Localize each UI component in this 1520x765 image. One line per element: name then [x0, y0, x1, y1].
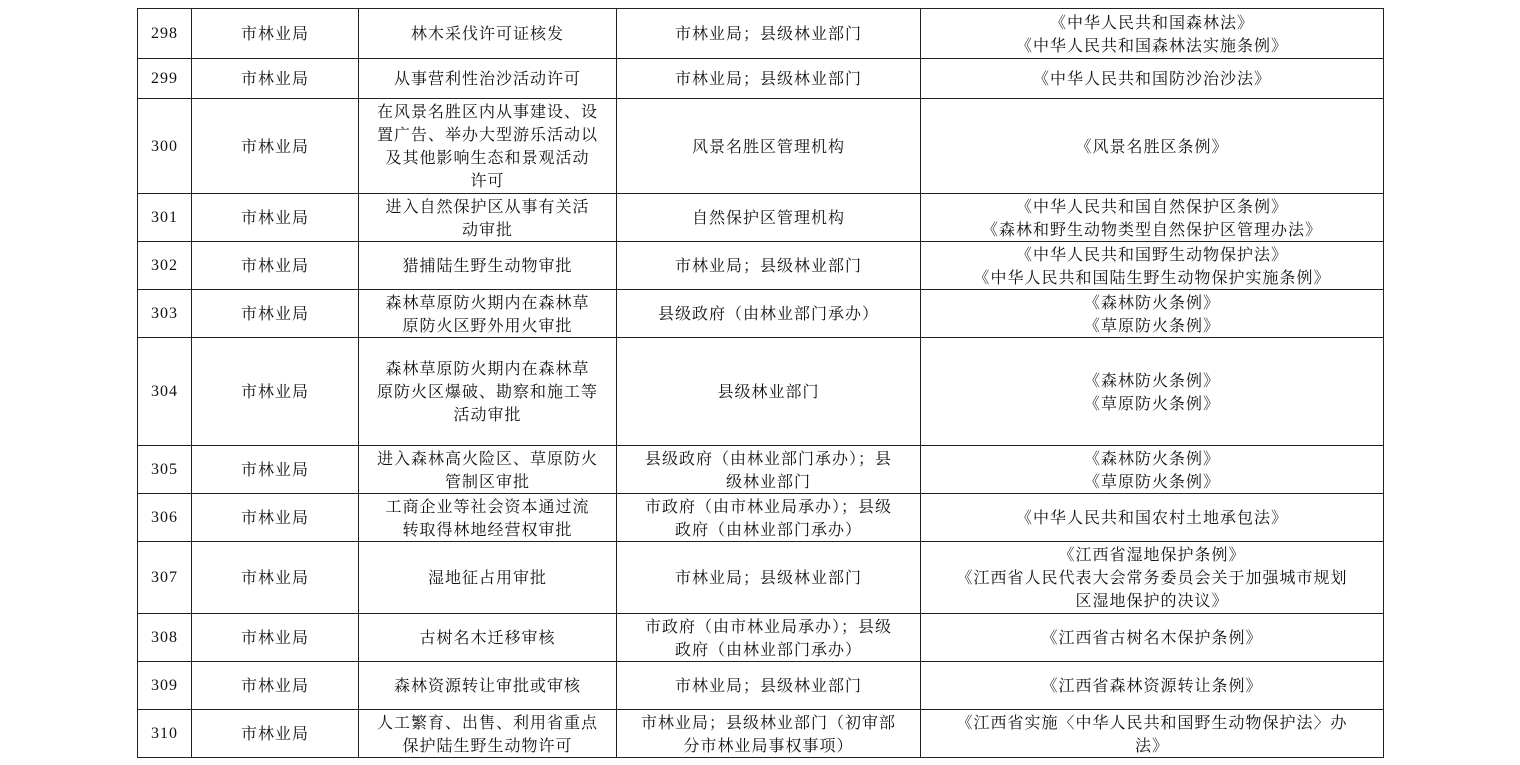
department-cell: 市林业局 [192, 446, 359, 494]
department-cell: 市林业局 [192, 614, 359, 662]
item-line: 森林资源转让审批或审核 [393, 676, 581, 695]
legal-basis-line: 《中华人民共和国自然保护区条例》 [1015, 196, 1288, 216]
item-line: 管制区审批 [444, 471, 530, 491]
implementing-org-cell [617, 99, 921, 194]
item-cell [359, 242, 617, 290]
implementing-org-line: 市林业局；县级林业部门（初审部 [640, 712, 896, 732]
implementing-org-line: 县级政府（由林业部门承办）；县 [644, 448, 892, 468]
item-cell [359, 99, 617, 194]
item-cell [359, 59, 617, 99]
table-row [138, 194, 1384, 242]
item-line: 古树名木迁移审核 [419, 628, 556, 647]
item-line: 及其他影响生态和景观活动 [385, 148, 590, 167]
legal-basis-line: 《江西省森林资源转让条例》 [1041, 676, 1263, 695]
implementing-org-line: 市林业局；县级林业部门 [674, 568, 862, 587]
implementing-org-line: 政府（由林业部门承办） [674, 519, 862, 539]
legal-basis-line: 《草原防火条例》 [1083, 471, 1220, 491]
implementing-org-line: 市政府（由市林业局承办）；县级 [644, 496, 892, 516]
row-number: 309 [138, 662, 192, 710]
implementing-org-line: 风景名胜区管理机构 [691, 136, 845, 156]
department-cell: 市林业局 [192, 662, 359, 710]
implementing-org-line: 政府（由林业部门承办） [674, 639, 862, 659]
department-cell: 市林业局 [192, 542, 359, 614]
row-number: 303 [138, 290, 192, 338]
legal-basis-line: 区湿地保护的决议》 [1075, 591, 1229, 610]
table-row [138, 9, 1384, 59]
row-number: 298 [138, 9, 192, 59]
table-body [138, 9, 1384, 758]
item-line: 人工繁育、出售、利用省重点 [376, 712, 598, 732]
table-row [138, 494, 1384, 542]
row-number: 307 [138, 542, 192, 614]
implementing-org-cell [617, 446, 921, 494]
table-row [138, 542, 1384, 614]
row-number: 300 [138, 99, 192, 194]
implementing-org-line: 市林业局；县级林业部门 [674, 24, 862, 43]
row-number: 305 [138, 446, 192, 494]
legal-basis-line: 法》 [1134, 735, 1169, 755]
item-line: 原防火区爆破、勘察和施工等 [376, 382, 598, 401]
row-number: 308 [138, 614, 192, 662]
item-line: 湿地征占用审批 [427, 568, 547, 587]
department-cell: 市林业局 [192, 9, 359, 59]
implementing-org-line: 县级政府（由林业部门承办） [657, 304, 879, 323]
item-cell [359, 194, 617, 242]
item-line: 猎捕陆生野生动物审批 [402, 256, 573, 275]
department-cell: 市林业局 [192, 242, 359, 290]
implementing-org-line: 市林业局；县级林业部门 [674, 69, 862, 88]
table-row [138, 242, 1384, 290]
legal-basis-line: 《森林防火条例》 [1083, 370, 1220, 390]
item-cell [359, 290, 617, 338]
legal-basis-line: 《中华人民共和国森林法实施条例》 [1015, 35, 1288, 55]
implementing-org-line: 分市林业局事权事项） [683, 735, 854, 755]
item-line: 原防火区野外用火审批 [402, 315, 573, 335]
item-cell [359, 9, 617, 59]
implementing-org-line: 县级林业部门 [717, 382, 820, 401]
legal-basis-cell [921, 446, 1384, 494]
row-number: 299 [138, 59, 192, 99]
legal-basis-line: 《风景名胜区条例》 [1075, 136, 1229, 156]
legal-basis-cell [921, 494, 1384, 542]
implementing-org-line: 市林业局；县级林业部门 [674, 676, 862, 695]
table-row [138, 614, 1384, 662]
item-line: 从事营利性治沙活动许可 [393, 69, 581, 88]
item-cell [359, 662, 617, 710]
legal-basis-line: 《中华人民共和国农村土地承包法》 [1015, 508, 1288, 527]
row-number: 306 [138, 494, 192, 542]
implementing-org-cell [617, 194, 921, 242]
table-row [138, 99, 1384, 194]
legal-basis-line: 《森林防火条例》 [1083, 292, 1220, 312]
legal-basis-line: 《江西省湿地保护条例》 [1058, 545, 1246, 564]
implementing-org-cell [617, 494, 921, 542]
legal-basis-cell [921, 242, 1384, 290]
legal-basis-line: 《江西省人民代表大会常务委员会关于加强城市规划 [956, 568, 1348, 587]
implementing-org-cell [617, 242, 921, 290]
legal-basis-line: 《江西省古树名木保护条例》 [1041, 628, 1263, 647]
legal-basis-line: 《中华人民共和国野生动物保护法》 [1015, 244, 1288, 264]
department-cell: 市林业局 [192, 290, 359, 338]
item-cell [359, 494, 617, 542]
legal-basis-cell [921, 542, 1384, 614]
implementing-org-cell [617, 542, 921, 614]
table-row [138, 710, 1384, 758]
legal-basis-cell [921, 99, 1384, 194]
legal-basis-line: 《江西省实施〈中华人民共和国野生动物保护法〉办 [956, 712, 1348, 732]
row-number: 301 [138, 194, 192, 242]
row-number: 304 [138, 338, 192, 446]
department-cell: 市林业局 [192, 194, 359, 242]
item-line: 动审批 [461, 219, 513, 239]
item-line: 工商企业等社会资本通过流 [385, 496, 590, 516]
legal-basis-line: 《森林防火条例》 [1083, 448, 1220, 468]
implementing-org-cell [617, 9, 921, 59]
legal-basis-line: 《中华人民共和国防沙治沙法》 [1032, 69, 1271, 88]
legal-basis-cell [921, 194, 1384, 242]
implementing-org-line: 市林业局；县级林业部门 [674, 256, 862, 275]
implementing-org-cell [617, 662, 921, 710]
item-cell [359, 338, 617, 446]
item-line: 活动审批 [453, 405, 522, 424]
table-row [138, 59, 1384, 99]
implementing-org-line: 自然保护区管理机构 [691, 208, 845, 227]
department-cell: 市林业局 [192, 59, 359, 99]
legal-basis-cell [921, 710, 1384, 758]
item-cell [359, 446, 617, 494]
implementing-org-cell [617, 59, 921, 99]
legal-basis-cell [921, 614, 1384, 662]
department-cell: 市林业局 [192, 99, 359, 194]
item-cell [359, 710, 617, 758]
item-line: 森林草原防火期内在森林草 [385, 292, 590, 312]
implementing-org-cell [617, 710, 921, 758]
legal-basis-cell [921, 662, 1384, 710]
department-cell: 市林业局 [192, 494, 359, 542]
legal-basis-cell [921, 59, 1384, 99]
legal-basis-line: 《中华人民共和国陆生野生动物保护实施条例》 [973, 267, 1331, 287]
legal-basis-line: 《森林和野生动物类型自然保护区管理办法》 [981, 219, 1322, 239]
department-cell: 市林业局 [192, 710, 359, 758]
legal-basis-line: 《中华人民共和国森林法》 [1049, 12, 1254, 32]
permit-table [137, 8, 1384, 758]
table-row [138, 662, 1384, 710]
item-line: 进入森林高火险区、草原防火 [376, 448, 598, 468]
item-line: 在风景名胜区内从事建设、设 [376, 102, 598, 121]
item-line: 森林草原防火期内在森林草 [385, 359, 590, 378]
legal-basis-cell [921, 9, 1384, 59]
row-number: 302 [138, 242, 192, 290]
item-line: 许可 [470, 171, 505, 190]
implementing-org-line: 级林业部门 [725, 471, 811, 491]
item-line: 置广告、举办大型游乐活动以 [376, 125, 598, 144]
implementing-org-cell [617, 290, 921, 338]
item-cell [359, 614, 617, 662]
item-line: 保护陆生野生动物许可 [402, 735, 573, 755]
implementing-org-line: 市政府（由市林业局承办）；县级 [644, 616, 892, 636]
legal-basis-line: 《草原防火条例》 [1083, 393, 1220, 413]
item-cell [359, 542, 617, 614]
row-number: 310 [138, 710, 192, 758]
implementing-org-cell [617, 614, 921, 662]
legal-basis-cell [921, 290, 1384, 338]
table-row [138, 290, 1384, 338]
table-row [138, 338, 1384, 446]
item-line: 转取得林地经营权审批 [402, 519, 573, 539]
item-line: 进入自然保护区从事有关活 [385, 196, 590, 216]
implementing-org-cell [617, 338, 921, 446]
item-line: 林木采伐许可证核发 [410, 24, 564, 43]
table-row [138, 446, 1384, 494]
department-cell: 市林业局 [192, 338, 359, 446]
legal-basis-line: 《草原防火条例》 [1083, 315, 1220, 335]
legal-basis-cell [921, 338, 1384, 446]
